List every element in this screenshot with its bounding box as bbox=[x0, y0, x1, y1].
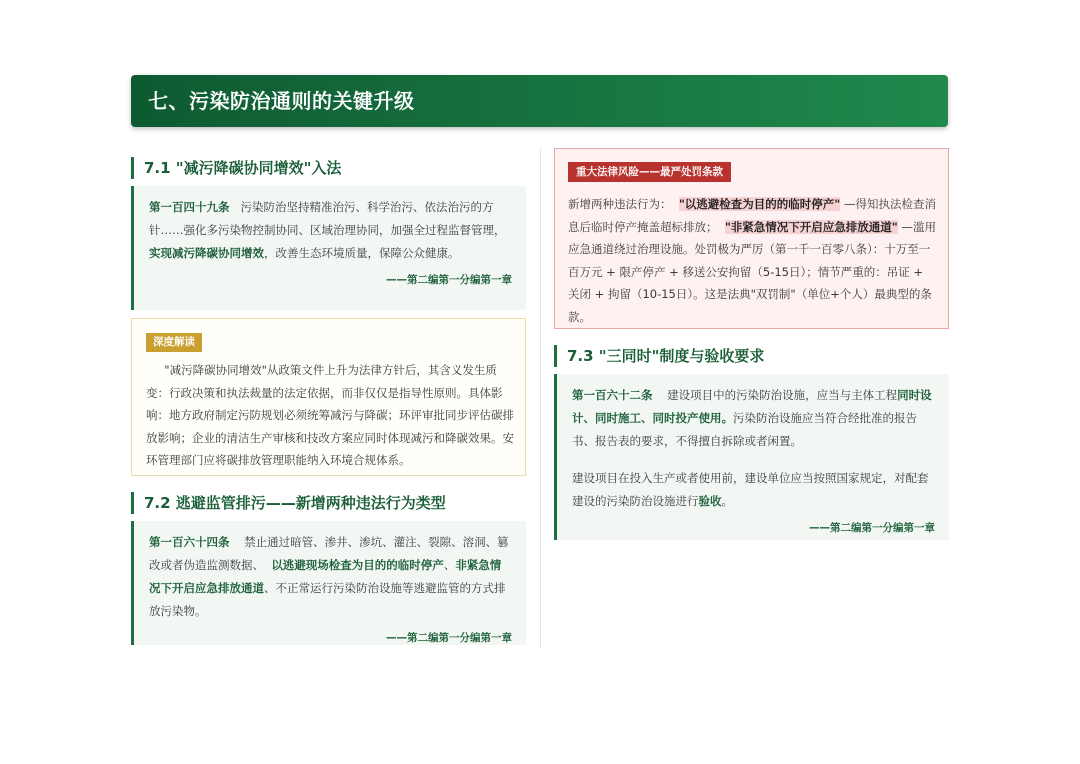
article-149-number: 第一百四十九条 bbox=[149, 200, 230, 214]
article-162-para2 bbox=[572, 467, 935, 513]
article-162-text-part2: 污染防治设施应当符合经批准的报告书、报告表的要求，不得擅自拆除或者闲置。 bbox=[572, 411, 917, 448]
section-7-3-title: 7.3 "三同时"制度与验收要求 bbox=[554, 345, 764, 367]
legal-risk-text-part1: 新增两种违法行为： bbox=[568, 197, 672, 211]
article-162-text-part4: 。 bbox=[721, 494, 733, 508]
article-162-source: ——第二编第一分编第一章 bbox=[809, 522, 935, 534]
deep-interpretation-text bbox=[146, 359, 514, 472]
article-164-quote bbox=[131, 521, 526, 645]
article-149-text-part2: ，改善生态环境质量，保障公众健康。 bbox=[264, 246, 460, 260]
legal-risk-box bbox=[554, 148, 949, 329]
article-149-quote bbox=[131, 186, 526, 310]
article-162-para1 bbox=[572, 384, 935, 453]
section-7-2-title: 7.2 逃避监管排污——新增两种违法行为类型 bbox=[131, 492, 446, 514]
deep-interpretation-box bbox=[131, 318, 526, 476]
page-header bbox=[131, 75, 948, 127]
article-162-highlight1: 同时设计、同时施工、同时投产使用。 bbox=[572, 388, 932, 425]
article-164-text bbox=[149, 531, 512, 623]
legal-risk-text bbox=[568, 193, 936, 328]
section-7-1-title: 7.1 "减污降碳协同增效"入法 bbox=[131, 157, 341, 179]
article-149-highlight: 实现减污降碳协同增效 bbox=[149, 246, 264, 260]
article-164-highlight1: 以逃避现场检查为目的的临时停产 bbox=[271, 558, 444, 572]
article-162-text-part3: 建设项目在投入生产或者使用前，建设单位应当按照国家规定，对配套建设的污染防治设施进行 bbox=[572, 471, 929, 508]
article-149-text bbox=[149, 196, 512, 265]
column-divider bbox=[540, 148, 541, 648]
article-164-text-part2: 、 bbox=[443, 558, 456, 572]
legal-risk-tag: 重大法律风险——最严处罚条款 bbox=[568, 162, 731, 182]
page-title: 七、污染防治通则的关键升级 bbox=[148, 89, 415, 113]
article-149-text-part1: 污染防治坚持精准治污、科学治污、依法治污的方针……强化多污染物控制协同、区域治理协同，加强全过程监督管理， bbox=[149, 200, 506, 237]
legal-risk-text-part2: —得知执法检查消息后临时停产掩盖超标排放； bbox=[568, 197, 936, 234]
article-164-text-part3: 、不正常运行污染防治设施等逃避监管的方式排放污染物。 bbox=[149, 581, 506, 618]
article-164-highlight2: 非紧急情况下开启应急排放通道 bbox=[149, 558, 502, 595]
deep-interpretation-tag: 深度解读 bbox=[146, 333, 202, 352]
article-162-highlight2: 验收 bbox=[698, 494, 722, 508]
article-149-source: ——第二编第一分编第一章 bbox=[386, 274, 512, 286]
article-162-quote bbox=[554, 374, 949, 540]
article-162-number: 第一百六十二条 bbox=[572, 388, 653, 402]
article-164-source: ——第二编第一分编第一章 bbox=[386, 632, 512, 644]
article-162-text-part1: 建设项目中的污染防治设施，应当与主体工程 bbox=[667, 388, 898, 402]
legal-risk-highlight2: "非紧急情况下开启应急排放通道" bbox=[724, 219, 898, 234]
deep-interpretation-body: "减污降碳协同增效"从政策文件上升为法律方针后，其含义发生质变：行政决策和执法裁量的法定依据，而非仅仅是指导性原则。具体影响：地方政府制定污防规划必须统筹减污与降碳；环评审批同步评估碳排放影响；企业的清洁生产审核和技改方案应同时体现减污和降碳效果。安环管理部门应将碳排放管理职能纳入环境合规体系。 bbox=[146, 363, 514, 467]
article-164-text-part1: 禁止通过暗管、渗井、渗坑、灌注、裂隙、溶洞、篡改或者伪造监测数据、 bbox=[149, 535, 509, 572]
article-164-number: 第一百六十四条 bbox=[149, 535, 230, 549]
legal-risk-text-part3: —滥用应急通道绕过治理设施。处罚极为严厉（第一千一百零八条）：十万至一百万元 + 限产停产 + 移送公安拘留（5-15日）；情节严重的：吊证 + 关闭 + 拘留（10-15日）。这是法典"双罚制"（单位+个人）最典型的条款。 bbox=[568, 219, 936, 324]
legal-risk-highlight1: "以逃避检查为目的的临时停产" bbox=[678, 197, 841, 211]
